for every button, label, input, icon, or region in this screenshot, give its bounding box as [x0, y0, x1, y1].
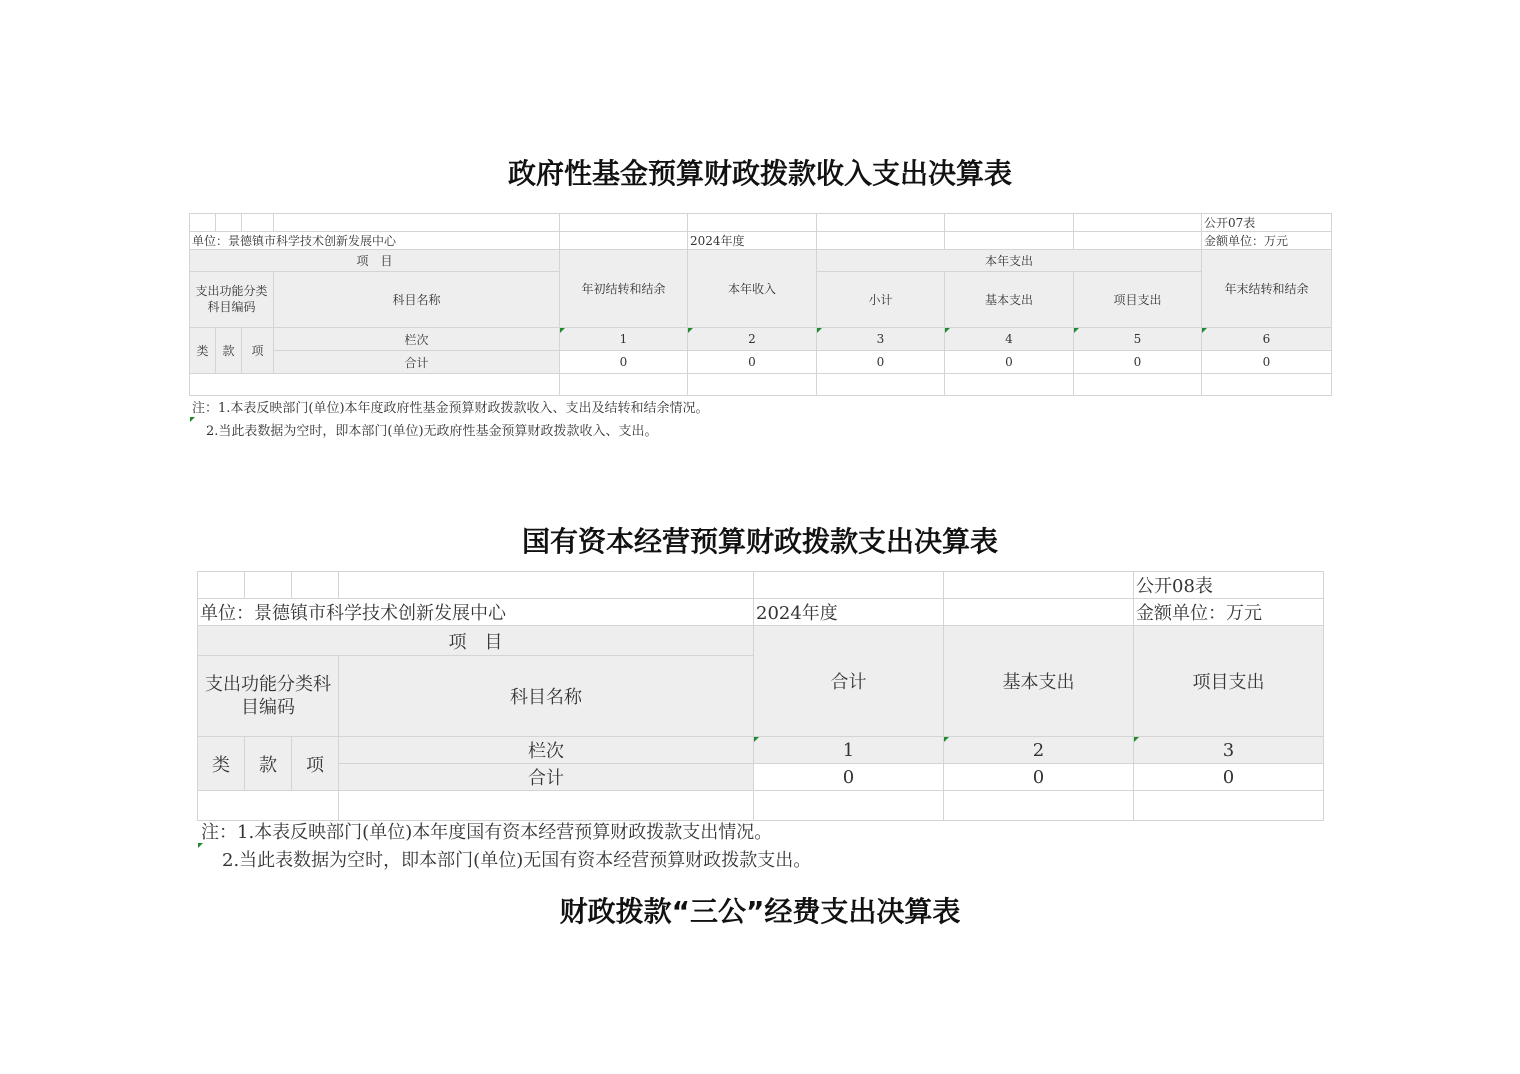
total-value: 0	[1134, 764, 1324, 791]
header-basic: 基本支出	[945, 272, 1074, 328]
empty-cell	[198, 572, 245, 599]
sub-lei: 类	[190, 328, 216, 374]
empty-cell	[216, 214, 242, 232]
sub-kuan: 款	[245, 737, 292, 791]
total-value: 0	[945, 351, 1074, 374]
empty-cell	[945, 214, 1074, 232]
empty-cell	[198, 791, 339, 821]
empty-cell	[190, 214, 216, 232]
sub-xiang: 项	[242, 328, 274, 374]
total-value: 0	[688, 351, 817, 374]
header-name: 科目名称	[274, 272, 560, 328]
col-number: 2	[688, 328, 817, 351]
comment-marker-icon	[190, 417, 195, 422]
total-value: 0	[560, 351, 688, 374]
total-value: 0	[944, 764, 1134, 791]
amount-unit-label: 金额单位：万元	[1202, 232, 1332, 250]
amount-unit-label: 金额单位：万元	[1134, 599, 1324, 626]
empty-cell	[688, 374, 817, 396]
empty-cell	[1134, 791, 1324, 821]
empty-cell	[945, 232, 1074, 250]
empty-cell	[944, 791, 1134, 821]
col-number: 3	[1134, 737, 1324, 764]
year-label: 2024年度	[754, 599, 944, 626]
header-item: 项 目	[190, 250, 560, 272]
total-value: 0	[1202, 351, 1332, 374]
empty-cell	[242, 214, 274, 232]
empty-cell	[560, 214, 688, 232]
col-number: 5	[1074, 328, 1202, 351]
col-number: 1	[560, 328, 688, 351]
empty-cell	[292, 572, 339, 599]
empty-cell	[1074, 214, 1202, 232]
empty-cell	[688, 214, 817, 232]
empty-cell	[817, 214, 945, 232]
table1-note-2: 2.当此表数据为空时，即本部门(单位)无政府性基金预算财政拨款收入、支出。	[206, 424, 658, 439]
col-number: 2	[944, 737, 1134, 764]
empty-cell	[190, 374, 560, 396]
empty-cell	[1074, 232, 1202, 250]
row-col-label: 栏次	[339, 737, 754, 764]
table3-title: 财政拨款“三公”经费支出决算表	[559, 895, 961, 928]
total-value: 0	[817, 351, 945, 374]
header-name: 科目名称	[339, 656, 754, 737]
empty-cell	[339, 572, 754, 599]
table2-title: 国有资本经营预算财政拨款支出决算表	[521, 525, 998, 558]
row-total-label: 合计	[339, 764, 754, 791]
empty-cell	[754, 791, 944, 821]
table1-title: 政府性基金预算财政拨款收入支出决算表	[507, 157, 1012, 190]
col-number: 1	[754, 737, 944, 764]
empty-cell	[817, 232, 945, 250]
total-value: 0	[754, 764, 944, 791]
header-income: 本年收入	[688, 250, 817, 328]
state-capital-table	[197, 571, 1324, 821]
sub-lei: 类	[198, 737, 245, 791]
total-value: 0	[1074, 351, 1202, 374]
form-number: 公开07表	[1202, 214, 1332, 232]
unit-label: 单位：景德镇市科学技术创新发展中心	[190, 232, 560, 250]
empty-cell	[817, 374, 945, 396]
empty-cell	[1202, 374, 1332, 396]
year-label: 2024年度	[688, 232, 817, 250]
sub-xiang: 项	[292, 737, 339, 791]
table2-note-2: 2.当此表数据为空时，即本部门(单位)无国有资本经营预算财政拨款支出。	[222, 850, 812, 871]
header-item: 项 目	[198, 626, 754, 656]
unit-label: 单位：景德镇市科学技术创新发展中心	[198, 599, 754, 626]
header-subtotal: 小计	[817, 272, 945, 328]
col-number: 3	[817, 328, 945, 351]
table1-note-1: 注：1.本表反映部门(单位)本年度政府性基金预算财政拨款收入、支出及结转和结余情况。	[192, 401, 709, 416]
col-number: 4	[945, 328, 1074, 351]
sub-kuan: 款	[216, 328, 242, 374]
empty-cell	[754, 572, 944, 599]
header-total: 合计	[754, 626, 944, 737]
header-project: 项目支出	[1134, 626, 1324, 737]
header-basic: 基本支出	[944, 626, 1134, 737]
empty-cell	[339, 791, 754, 821]
header-code: 支出功能分类科目编码	[190, 272, 274, 328]
empty-cell	[945, 374, 1074, 396]
empty-cell	[560, 374, 688, 396]
header-code: 支出功能分类科目编码	[198, 656, 339, 737]
header-begin-balance: 年初结转和结余	[560, 250, 688, 328]
row-total-label: 合计	[274, 351, 560, 374]
header-project: 项目支出	[1074, 272, 1202, 328]
comment-marker-icon	[198, 843, 203, 848]
government-fund-table	[189, 213, 1332, 396]
header-end-balance: 年末结转和结余	[1202, 250, 1332, 328]
empty-cell	[560, 232, 688, 250]
row-col-label: 栏次	[274, 328, 560, 351]
empty-cell	[1074, 374, 1202, 396]
empty-cell	[245, 572, 292, 599]
empty-cell	[274, 214, 560, 232]
empty-cell	[944, 572, 1134, 599]
col-number: 6	[1202, 328, 1332, 351]
form-number: 公开08表	[1134, 572, 1324, 599]
empty-cell	[944, 599, 1134, 626]
header-expense: 本年支出	[817, 250, 1202, 272]
table2-note-1: 注：1.本表反映部门(单位)本年度国有资本经营预算财政拨款支出情况。	[201, 822, 773, 843]
